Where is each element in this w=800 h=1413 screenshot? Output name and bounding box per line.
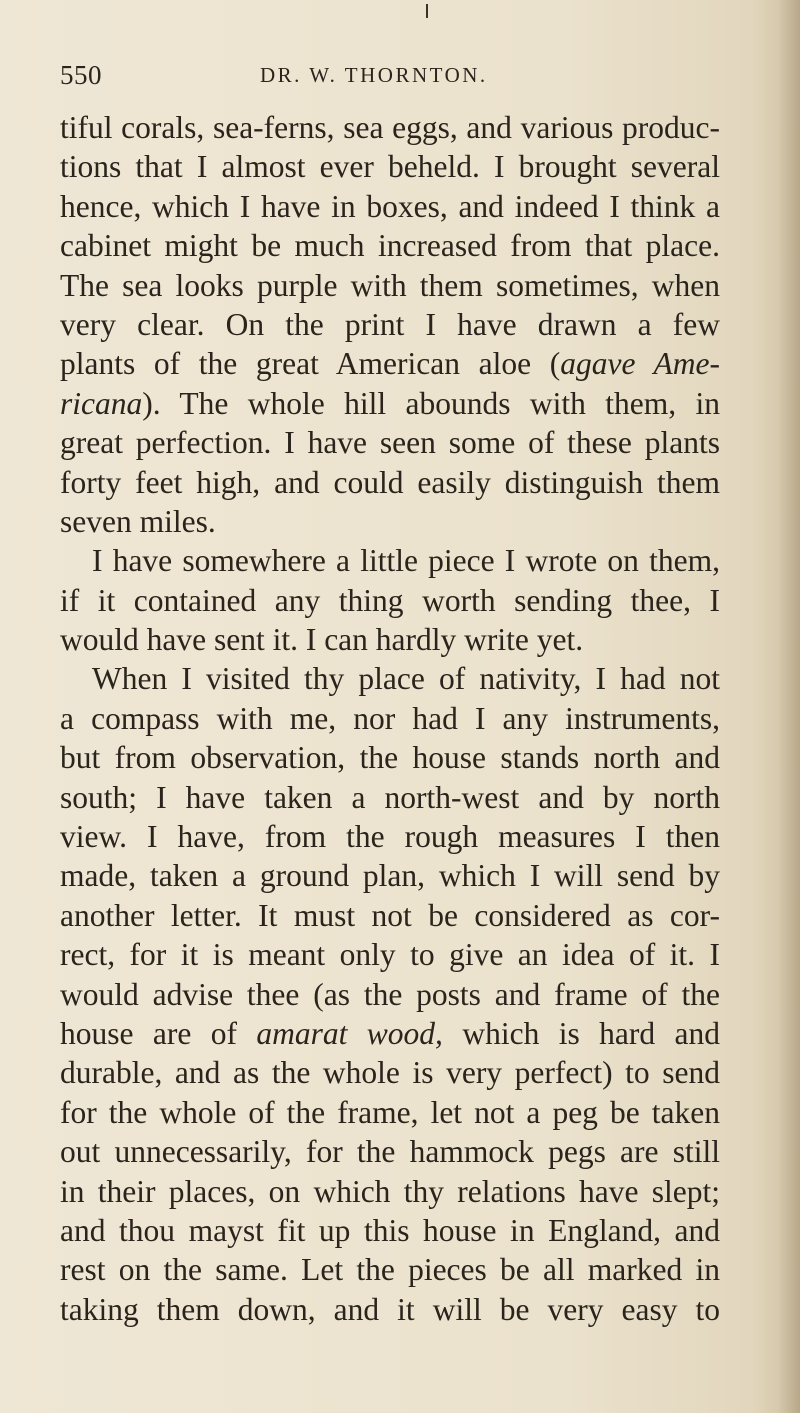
text-line: cabinet might be much increased from that place. — [60, 228, 720, 264]
text-line: out unnecessarily, for the hammock pegs are still — [60, 1134, 720, 1170]
text-line: would advise thee (as the posts and frame of the — [60, 976, 720, 1012]
page-edge-shadow — [778, 0, 800, 1413]
text-line — [60, 384, 720, 423]
text-line: a compass with me, nor had I any instruments, — [60, 700, 720, 736]
text-line: tiful corals, sea-ferns, sea eggs, and various produc- — [60, 110, 720, 145]
body-text — [60, 108, 720, 1329]
text-line: view. I have, from the rough measures I then — [60, 819, 720, 855]
text-line: durable, and as the whole is very perfect) to send — [60, 1055, 720, 1091]
text-line — [60, 344, 720, 383]
text-line — [60, 1014, 720, 1053]
text-line: When I visited thy place of nativity, I had not — [92, 661, 720, 697]
running-head — [60, 60, 720, 94]
text-line: very clear. On the print I have drawn a few — [60, 306, 720, 342]
text-line: I have somewhere a little piece I wrote on them, — [92, 543, 720, 579]
text-line: in their places, on which thy relations have slept; — [60, 1173, 720, 1209]
italic-text: ricana — [60, 385, 143, 421]
italic-text: amarat wood, — [256, 1015, 443, 1051]
text-line: seven miles. — [60, 503, 216, 539]
italic-text: agave Ame- — [560, 346, 720, 382]
text-line: taking them down, and it will be very easy to — [60, 1291, 720, 1327]
text-segment: plants of the great American aloe ( — [60, 346, 561, 382]
text-line: for the whole of the frame, let not a peg be taken — [60, 1094, 720, 1130]
text-segment: which is hard and — [442, 1015, 720, 1051]
text-line: made, taken a ground plan, which I will send by — [60, 858, 720, 894]
text-segment: ). The whole hill abounds with them, in — [142, 385, 720, 421]
text-line: and thou mayst fit up this house in England, and — [60, 1212, 720, 1248]
text-line: forty feet high, and could easily distinguish them — [60, 464, 720, 500]
page-number: 550 — [60, 60, 102, 90]
running-title: DR. W. THORNTON. — [260, 63, 488, 87]
text-line: but from observation, the house stands north and — [60, 740, 720, 776]
text-line: rect, for it is meant only to give an idea of it. I — [60, 937, 720, 973]
text-line: south; I have taken a north-west and by north — [60, 779, 720, 815]
text-line: would have sent it. I can hardly write yet. — [60, 622, 584, 658]
text-line: tions that I almost ever beheld. I brought several — [60, 149, 720, 185]
text-line: hence, which I have in boxes, and indeed I think a — [60, 188, 720, 224]
text-line: The sea looks purple with them sometimes, when — [60, 267, 720, 303]
text-line: great perfection. I have seen some of these plants — [60, 425, 720, 461]
top-margin-mark — [426, 4, 428, 18]
text-line: if it contained any thing worth sending thee, I — [60, 582, 720, 618]
text-line: another letter. It must not be considered as cor- — [60, 897, 720, 933]
text-segment: house are of — [60, 1015, 257, 1051]
text-line: rest on the same. Let the pieces be all marked in — [60, 1252, 720, 1288]
